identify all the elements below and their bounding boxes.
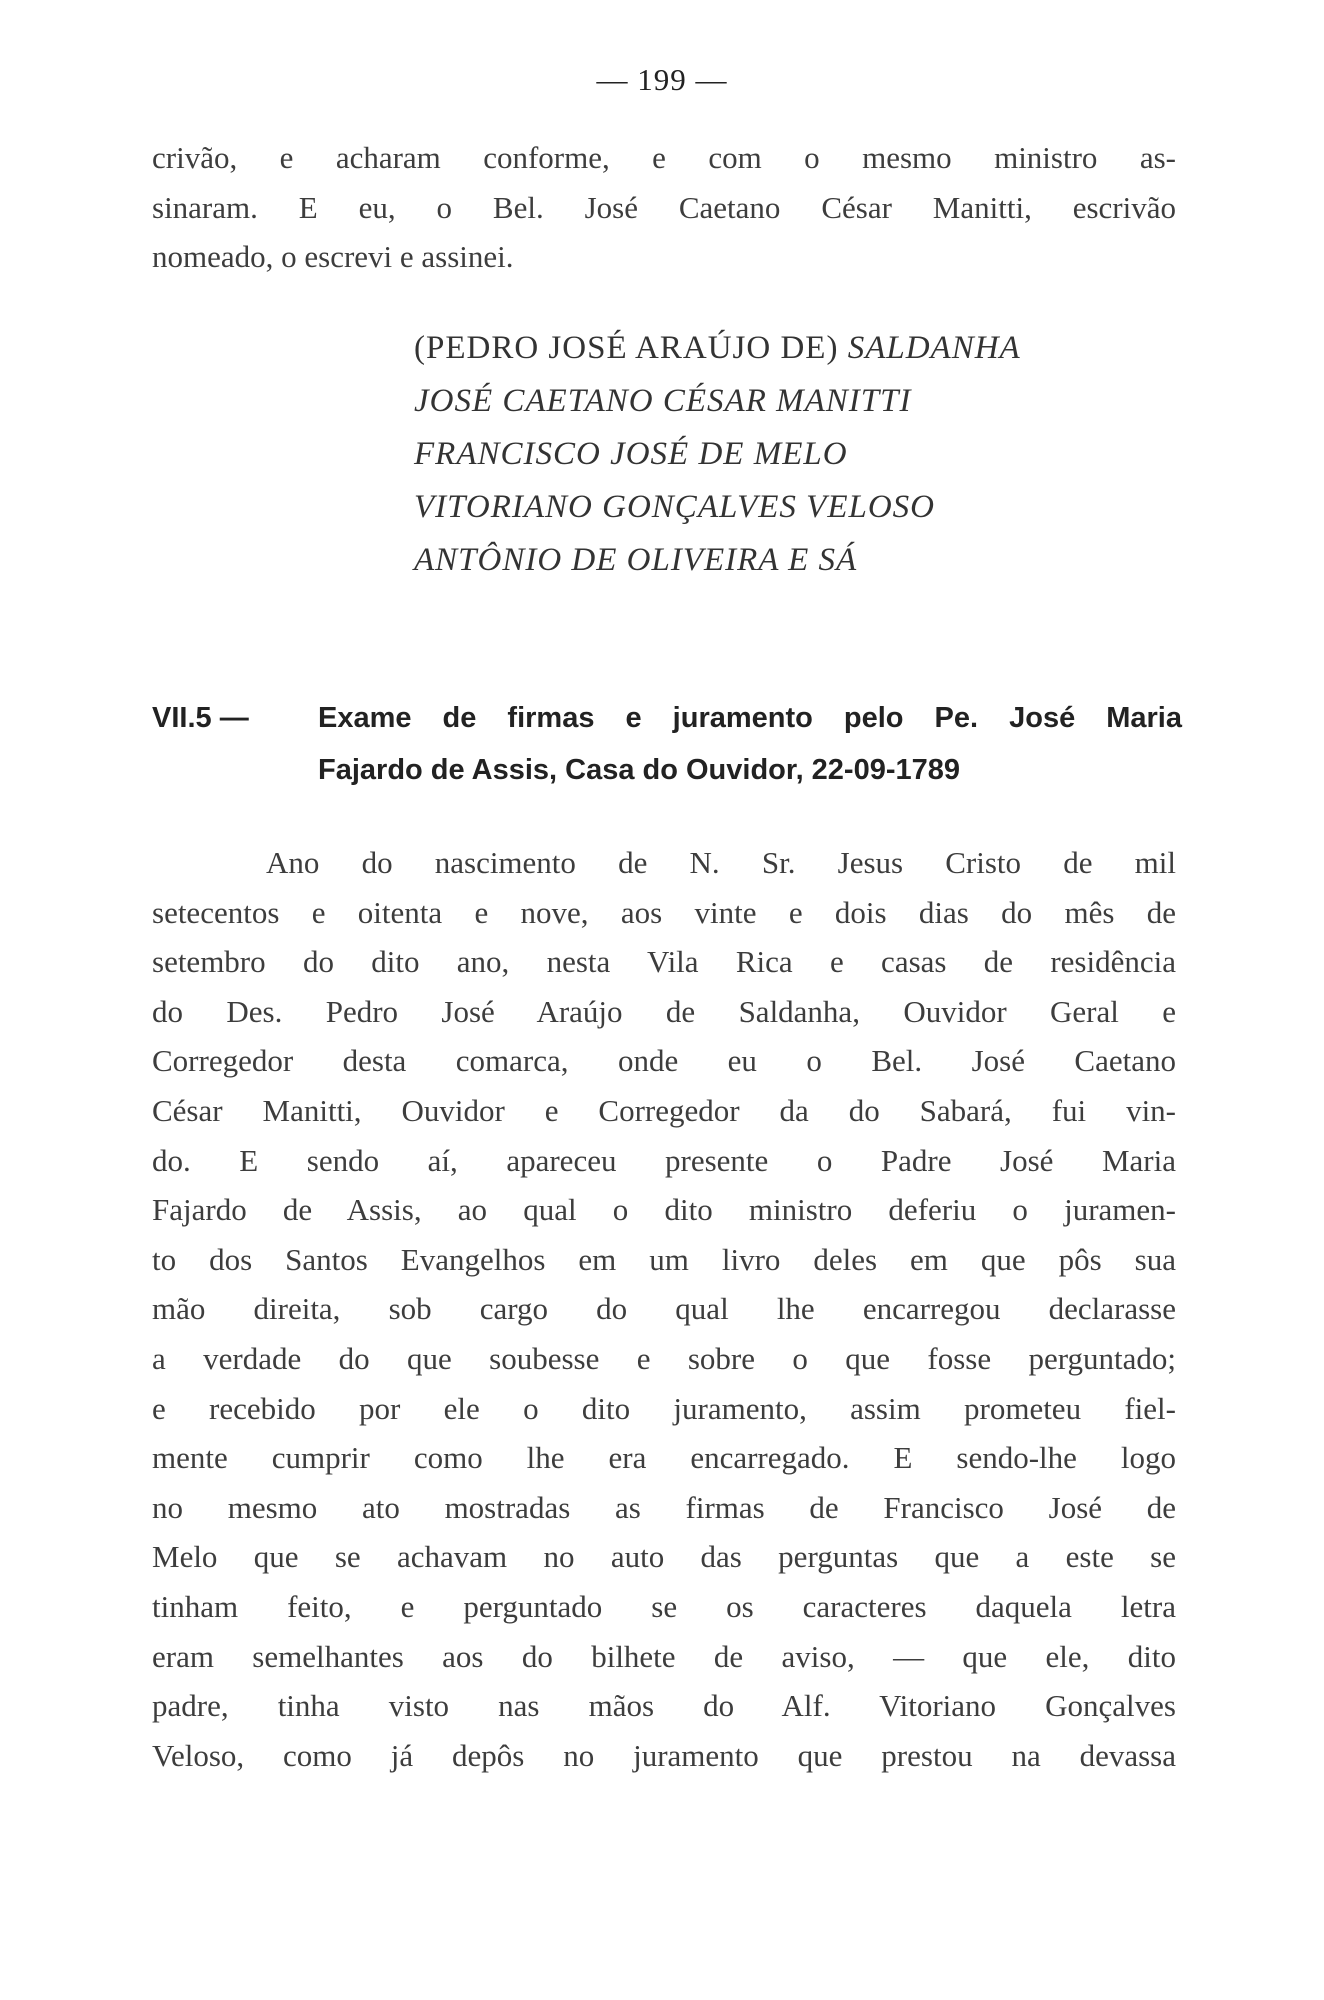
section-title	[318, 692, 1182, 796]
body-line: do. E sendo aí, apareceu presente o Padre José Maria	[152, 1142, 1176, 1178]
signature-line: VITORIANO GONÇALVES VELOSO	[414, 489, 935, 525]
body-line: setembro do dito ano, nesta Vila Rica e casas de residência	[152, 944, 1176, 980]
intro-line: crivão, e acharam conforme, e com o mesmo ministro as-	[152, 140, 1176, 175]
signature-line	[414, 322, 1021, 375]
body-line: Fajardo de Assis, ao qual o dito ministro deferiu o juramen-	[152, 1192, 1176, 1228]
signature-line: ANTÔNIO DE OLIVEIRA E SÁ	[414, 542, 858, 578]
body-line: e recebido por ele o dito juramento, assim prometeu fiel-	[152, 1390, 1176, 1426]
section-number: VII.5 —	[152, 702, 249, 734]
signature-name-prefix: (PEDRO JOSÉ ARAÚJO DE)	[414, 330, 839, 366]
signature-line: FRANCISCO JOSÉ DE MELO	[414, 436, 848, 472]
body-line: no mesmo ato mostradas as firmas de Francisco José de	[152, 1489, 1176, 1525]
body-line: Ano do nascimento de N. Sr. Jesus Cristo de mil	[266, 845, 1176, 880]
body-line: eram semelhantes aos do bilhete de aviso, — que ele, dito	[152, 1638, 1176, 1674]
signature-surname: SALDANHA	[847, 330, 1021, 366]
section-title-line: Exame de firmas e juramento pelo Pe. José Maria	[318, 702, 1182, 734]
body-line: César Manitti, Ouvidor e Corregedor da do Sabará, fui vin-	[152, 1092, 1176, 1128]
signature-line: JOSÉ CAETANO CÉSAR MANITTI	[414, 383, 912, 419]
body-paragraph	[152, 838, 1176, 1780]
signature-block	[414, 322, 1021, 587]
body-line: a verdade do que soubesse e sobre o que fosse perguntado;	[152, 1340, 1176, 1376]
body-line: to dos Santos Evangelhos em um livro deles em que pôs sua	[152, 1241, 1176, 1277]
body-line: tinham feito, e perguntado se os caracteres daquela letra	[152, 1588, 1176, 1624]
body-line: Corregedor desta comarca, onde eu o Bel. José Caetano	[152, 1043, 1176, 1079]
body-line: padre, tinha visto nas mãos do Alf. Vitoriano Gonçalves	[152, 1688, 1176, 1724]
section-heading	[152, 692, 1182, 796]
body-line: mente cumprir como lhe era encarregado. E sendo-lhe logo	[152, 1440, 1176, 1476]
intro-line: nomeado, o escrevi e assinei.	[152, 239, 514, 275]
body-line: setecentos e oitenta e nove, aos vinte e dois dias do mês de	[152, 894, 1176, 930]
intro-line: sinaram. E eu, o Bel. José Caetano César Manitti, escrivão	[152, 189, 1176, 225]
body-line: Melo que se achavam no auto das perguntas que a este se	[152, 1539, 1176, 1575]
intro-paragraph	[152, 133, 1176, 282]
body-line: Veloso, como já depôs no juramento que prestou na devassa	[152, 1737, 1176, 1773]
page-number: — 199 —	[596, 62, 728, 97]
body-line: mão direita, sob cargo do qual lhe encarregou declarasse	[152, 1291, 1176, 1327]
body-line: do Des. Pedro José Araújo de Saldanha, Ouvidor Geral e	[152, 993, 1176, 1029]
section-title-line: Fajardo de Assis, Casa do Ouvidor, 22-09-1789	[318, 754, 961, 786]
